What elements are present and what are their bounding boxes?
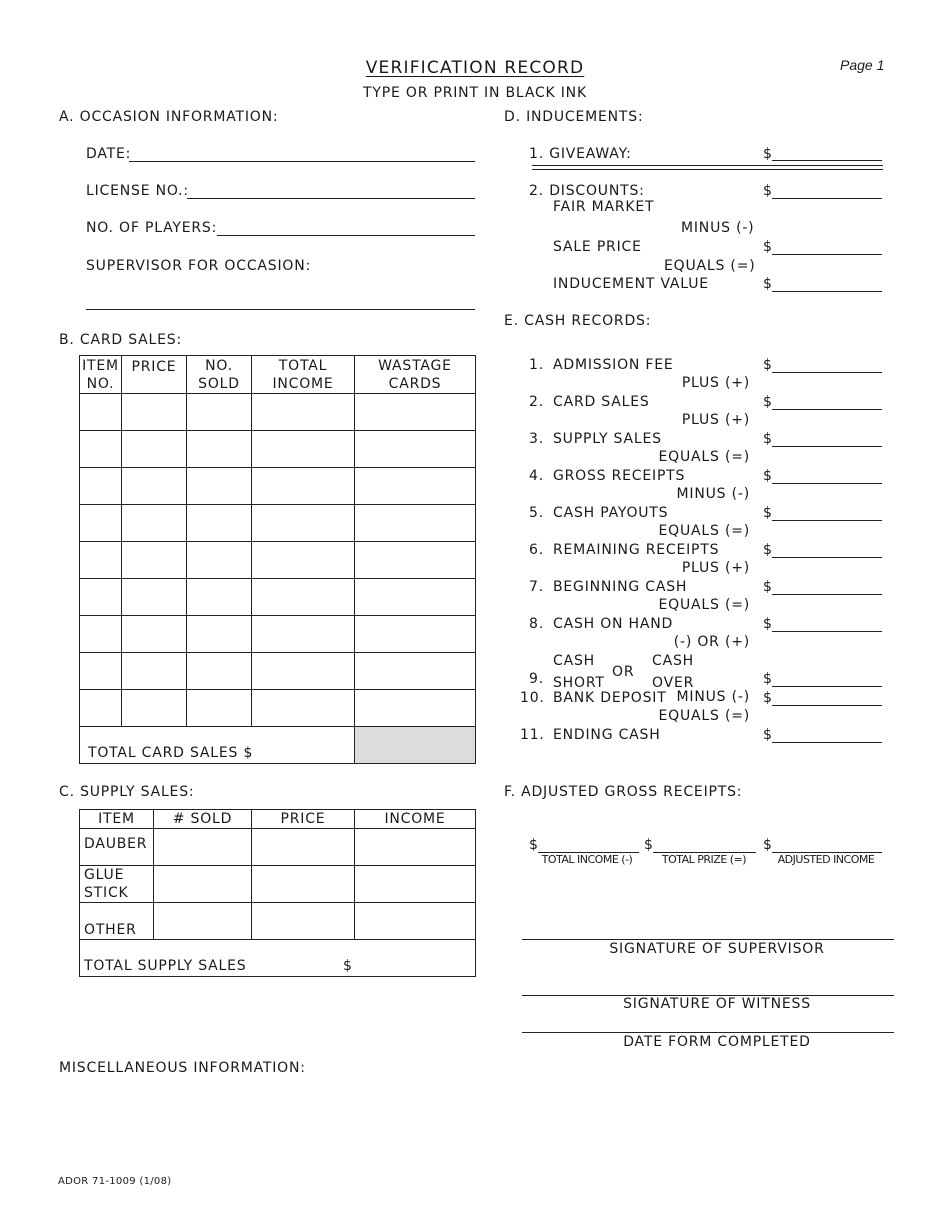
col-number-sold: # SOLD	[154, 810, 252, 829]
table-row	[80, 579, 476, 616]
cash-item-dollar: $	[763, 468, 773, 484]
table-row	[80, 829, 476, 866]
cell-input[interactable]	[80, 616, 122, 653]
license-label: LICENSE NO.:	[86, 183, 189, 199]
total-income-dollar: $	[529, 837, 539, 853]
total-supply-sales-cell	[80, 940, 476, 977]
total-income-caption: TOTAL INCOME (-)	[541, 853, 633, 866]
total-card-sales-label: TOTAL CARD SALES $	[80, 727, 355, 764]
cell-input[interactable]	[80, 579, 122, 616]
cash-short-label-a: CASH	[553, 653, 595, 669]
cell-input[interactable]	[122, 690, 187, 727]
table-row	[80, 505, 476, 542]
item-dauber: DAUBER	[80, 829, 154, 866]
cell-input[interactable]	[355, 829, 476, 866]
wastage-total-shaded	[355, 727, 476, 764]
table-row	[80, 866, 476, 903]
col-income: INCOME	[355, 810, 476, 829]
cash-item-label: ADMISSION FEE	[553, 357, 674, 373]
total-supply-sales-label: TOTAL SUPPLY SALES	[84, 958, 247, 974]
cell-input[interactable]	[80, 431, 122, 468]
cash-item-label: SUPPLY SALES	[553, 431, 662, 447]
card-sales-total-row	[80, 727, 476, 764]
cell-input[interactable]	[252, 903, 355, 940]
supply-sales-header-row	[80, 810, 476, 829]
cell-input[interactable]	[80, 468, 122, 505]
adjusted-heading: F. ADJUSTED GROSS RECEIPTS:	[504, 784, 743, 800]
cell-input[interactable]	[252, 690, 355, 727]
cash-item-label: REMAINING RECEIPTS	[553, 542, 720, 558]
cell-input[interactable]	[252, 542, 355, 579]
col-no-sold: NO. SOLD	[187, 356, 252, 394]
card-sales-table	[79, 355, 476, 764]
cell-input[interactable]	[355, 468, 476, 505]
cell-input[interactable]	[252, 468, 355, 505]
cash-item-number: 7.	[529, 579, 544, 595]
giveaway-dollar: $	[763, 146, 773, 162]
col-price: PRICE	[252, 810, 355, 829]
cell-input[interactable]	[122, 431, 187, 468]
cash-item-number: 6.	[529, 542, 544, 558]
inducement-value-label: INDUCEMENT VALUE	[553, 276, 709, 292]
cell-input[interactable]	[187, 468, 252, 505]
cell-input[interactable]	[355, 903, 476, 940]
adjusted-income-caption: ADJUSTED INCOME	[777, 853, 875, 866]
supervisor-signature-label: SIGNATURE OF SUPERVISOR	[609, 941, 825, 957]
cell-input[interactable]	[355, 394, 476, 431]
cash-item-label: GROSS RECEIPTS	[553, 468, 686, 484]
cell-input[interactable]	[122, 468, 187, 505]
cell-input[interactable]	[80, 394, 122, 431]
cash-item-field[interactable]	[772, 372, 882, 373]
players-field[interactable]	[217, 235, 475, 236]
supply-sales-heading: C. SUPPLY SALES:	[59, 784, 195, 800]
inducement-value-field[interactable]	[772, 291, 882, 292]
cell-input[interactable]	[252, 653, 355, 690]
cash-item-field[interactable]	[772, 557, 882, 558]
cash-item-number: 11.	[520, 727, 545, 743]
date-completed-line[interactable]	[522, 1032, 894, 1033]
discounts-dollar: $	[763, 183, 773, 199]
giveaway-label: 1. GIVEAWAY:	[529, 146, 632, 162]
cash-item-dollar: $	[763, 505, 773, 521]
or-label: OR	[612, 664, 635, 680]
cash-item-field[interactable]	[772, 520, 882, 521]
cell-input[interactable]	[355, 653, 476, 690]
cash-item-operator: EQUALS (=)	[658, 523, 750, 539]
supervisor-field[interactable]	[86, 309, 475, 310]
cash-item-operator: EQUALS (=)	[658, 449, 750, 465]
minus-label: MINUS (-)	[681, 220, 755, 236]
occasion-heading: A. OCCASION INFORMATION:	[59, 109, 279, 125]
cell-input[interactable]	[252, 579, 355, 616]
cell-input[interactable]	[80, 690, 122, 727]
cash-item-field[interactable]	[772, 742, 882, 743]
sale-price-dollar: $	[763, 239, 773, 255]
equals-label: EQUALS (=)	[664, 258, 756, 274]
cash-item-number: 9.	[529, 671, 544, 687]
cell-input[interactable]	[80, 505, 122, 542]
cell-input[interactable]	[154, 903, 252, 940]
date-field[interactable]	[129, 161, 475, 162]
cell-input[interactable]	[80, 653, 122, 690]
cash-item-field[interactable]	[772, 409, 882, 410]
cash-item-dollar: $	[763, 542, 773, 558]
supply-sales-table	[79, 809, 476, 977]
cell-input[interactable]	[122, 394, 187, 431]
item-glue-stick: GLUE STICK	[80, 866, 154, 903]
form-id: ADOR 71-1009 (1/08)	[58, 1176, 172, 1187]
cash-item-field[interactable]	[772, 446, 882, 447]
date-completed-label: DATE FORM COMPLETED	[623, 1034, 811, 1050]
page-number: Page 1	[840, 57, 885, 73]
cash-item-label: CASH ON HAND	[553, 616, 674, 632]
supply-sales-total-row	[80, 940, 476, 977]
date-label: DATE:	[86, 146, 132, 162]
cell-input[interactable]	[154, 866, 252, 903]
cash-item-operator: PLUS (+)	[681, 375, 750, 391]
cash-item-dollar: $	[763, 431, 773, 447]
cash-item-number: 1.	[529, 357, 544, 373]
cash-item-operator: MINUS (-)	[676, 689, 750, 705]
cell-input[interactable]	[122, 653, 187, 690]
cash-over-label-b: OVER	[652, 675, 695, 691]
cash-item-number: 4.	[529, 468, 544, 484]
col-price: PRICE	[122, 356, 187, 394]
cash-item-operator: EQUALS (=)	[658, 597, 750, 613]
total-supply-dollar: $	[343, 958, 353, 974]
cell-input[interactable]	[122, 505, 187, 542]
cell-input[interactable]	[187, 653, 252, 690]
cash-item-field[interactable]	[772, 686, 882, 687]
cash-item-operator: PLUS (+)	[681, 560, 750, 576]
cell-input[interactable]	[187, 431, 252, 468]
cash-short-label-b: SHORT	[553, 675, 605, 691]
cell-input[interactable]	[122, 579, 187, 616]
cash-item-operator: EQUALS (=)	[658, 708, 750, 724]
fair-market-label: FAIR MARKET	[553, 199, 655, 215]
supervisor-label: SUPERVISOR FOR OCCASION:	[86, 258, 311, 274]
sale-price-label: SALE PRICE	[553, 239, 642, 255]
giveaway-double-rule	[532, 165, 883, 170]
cash-item-number: 2.	[529, 394, 544, 410]
table-row	[80, 653, 476, 690]
card-sales-heading: B. CARD SALES:	[59, 332, 182, 348]
table-row	[80, 616, 476, 653]
cash-item-operator: MINUS (-)	[676, 486, 750, 502]
cash-item-number: 3.	[529, 431, 544, 447]
cell-input[interactable]	[187, 579, 252, 616]
col-wastage-cards: WASTAGE CARDS	[355, 356, 476, 394]
cell-input[interactable]	[355, 579, 476, 616]
cell-input[interactable]	[355, 866, 476, 903]
discounts-label: 2. DISCOUNTS:	[529, 183, 645, 199]
sale-price-field[interactable]	[772, 254, 882, 255]
adjusted-income-dollar: $	[763, 837, 773, 853]
cash-item-operator: (-) OR (+)	[673, 634, 750, 650]
table-row	[80, 690, 476, 727]
cell-input[interactable]	[355, 505, 476, 542]
cell-input[interactable]	[252, 394, 355, 431]
cash-item-field[interactable]	[772, 483, 882, 484]
cash-item-label: CARD SALES	[553, 394, 650, 410]
col-total-income: TOTAL INCOME	[252, 356, 355, 394]
table-row	[80, 431, 476, 468]
cell-input[interactable]	[154, 829, 252, 866]
cash-item-label: BEGINNING CASH	[553, 579, 688, 595]
table-row	[80, 542, 476, 579]
cell-input[interactable]	[122, 542, 187, 579]
inducements-heading: D. INDUCEMENTS:	[504, 109, 644, 125]
cell-input[interactable]	[122, 616, 187, 653]
cell-input[interactable]	[252, 616, 355, 653]
cash-item-field[interactable]	[772, 705, 882, 706]
cash-item-label: ENDING CASH	[553, 727, 661, 743]
giveaway-field[interactable]	[772, 160, 882, 161]
item-other: OTHER	[80, 903, 154, 940]
cash-item-label: BANK DEPOSIT	[553, 690, 667, 706]
cell-input[interactable]	[187, 690, 252, 727]
cash-item-label: CASH PAYOUTS	[553, 505, 669, 521]
cash-item-number: 8.	[529, 616, 544, 632]
col-item-no: ITEM NO.	[80, 356, 122, 394]
players-label: NO. OF PLAYERS:	[86, 220, 218, 236]
cash-item-dollar: $	[763, 727, 773, 743]
cash-item-dollar: $	[763, 690, 773, 706]
inducement-value-dollar: $	[763, 276, 773, 292]
total-prize-dollar: $	[644, 837, 654, 853]
cell-input[interactable]	[187, 616, 252, 653]
table-row	[80, 903, 476, 940]
cell-input[interactable]	[252, 431, 355, 468]
cash-item-dollar: $	[763, 357, 773, 373]
cash-over-label-a: CASH	[652, 653, 694, 669]
cell-input[interactable]	[187, 505, 252, 542]
misc-info-label: MISCELLANEOUS INFORMATION:	[59, 1060, 306, 1076]
page-subtitle: TYPE OR PRINT IN BLACK INK	[363, 85, 587, 101]
cell-input[interactable]	[355, 616, 476, 653]
cash-item-operator: PLUS (+)	[681, 412, 750, 428]
cell-input[interactable]	[187, 542, 252, 579]
cell-input[interactable]	[355, 542, 476, 579]
total-prize-caption: TOTAL PRIZE (=)	[661, 853, 747, 866]
cell-input[interactable]	[187, 394, 252, 431]
license-field[interactable]	[187, 198, 475, 199]
page-title: VERIFICATION RECORD	[365, 58, 585, 78]
witness-signature-label: SIGNATURE OF WITNESS	[623, 996, 811, 1012]
cell-input[interactable]	[355, 431, 476, 468]
table-row	[80, 394, 476, 431]
cash-item-dollar: $	[763, 616, 773, 632]
cash-item-field[interactable]	[772, 594, 882, 595]
cash-item-number: 5.	[529, 505, 544, 521]
cash-item-field[interactable]	[772, 631, 882, 632]
cash-item-dollar: $	[763, 671, 773, 687]
cell-input[interactable]	[252, 866, 355, 903]
cell-input[interactable]	[252, 505, 355, 542]
cash-records-heading: E. CASH RECORDS:	[504, 313, 652, 329]
cell-input[interactable]	[355, 690, 476, 727]
cash-item-dollar: $	[763, 394, 773, 410]
cash-item-number: 10.	[520, 690, 545, 706]
supervisor-signature-line[interactable]	[522, 939, 894, 940]
card-sales-header-row	[80, 356, 476, 394]
discounts-field[interactable]	[772, 198, 882, 199]
cell-input[interactable]	[252, 829, 355, 866]
cell-input[interactable]	[80, 542, 122, 579]
col-item: ITEM	[80, 810, 154, 829]
table-row	[80, 468, 476, 505]
cash-item-dollar: $	[763, 579, 773, 595]
